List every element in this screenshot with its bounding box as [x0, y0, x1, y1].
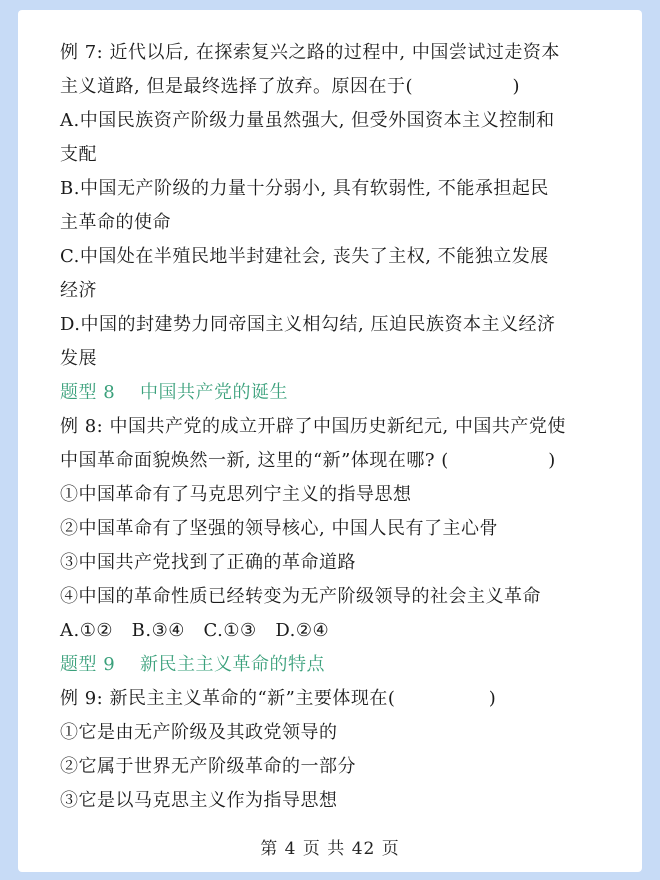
text-line: 支配: [60, 144, 97, 165]
text-line: 主义道路, 但是最终选择了放弃。原因在于( ): [60, 76, 521, 97]
text-line: A.中国民族资产阶级力量虽然强大, 但受外国资本主义控制和: [60, 110, 555, 131]
text-line: B.中国无产阶级的力量十分弱小, 具有软弱性, 不能承担起民: [60, 178, 549, 199]
text-line: 例 9: 新民主主义革命的“新”主要体现在( ): [60, 688, 497, 709]
text-line: ②中国革命有了坚强的领导核心, 中国人民有了主心骨: [60, 518, 498, 539]
text-line: ③它是以马克思主义作为指导思想: [60, 790, 338, 811]
text-line: 中国革命面貌焕然一新, 这里的“新”体现在哪? ( ): [60, 450, 556, 471]
section-heading: 题型 8 中国共产党的诞生: [60, 382, 289, 403]
text-line: A.①② B.③④ C.①③ D.②④: [60, 620, 330, 641]
text-line: 发展: [60, 348, 97, 369]
text-line: C.中国处在半殖民地半封建社会, 丧失了主权, 不能独立发展: [60, 246, 549, 267]
text-line: 主革命的使命: [60, 212, 171, 233]
text-line: D.中国的封建势力同帝国主义相勾结, 压迫民族资本主义经济: [60, 314, 556, 335]
text-line: ②它属于世界无产阶级革命的一部分: [60, 756, 356, 777]
text-line: 例 8: 中国共产党的成立开辟了中国历史新纪元, 中国共产党使: [60, 416, 566, 437]
text-line: ①中国革命有了马克思列宁主义的指导思想: [60, 484, 412, 505]
text-line: 例 7: 近代以后, 在探索复兴之路的过程中, 中国尝试过走资本: [60, 42, 560, 63]
text-line: ④中国的革命性质已经转变为无产阶级领导的社会主义革命: [60, 586, 541, 607]
section-heading: 题型 9 新民主主义革命的特点: [60, 654, 326, 675]
page-number-footer: 第 4 页 共 42 页: [260, 839, 400, 859]
text-line: ③中国共产党找到了正确的革命道路: [60, 552, 356, 573]
text-line: 经济: [60, 280, 97, 301]
text-line: ①它是由无产阶级及其政党领导的: [60, 722, 338, 743]
document-content: [60, 36, 630, 818]
document-page: [18, 10, 642, 872]
